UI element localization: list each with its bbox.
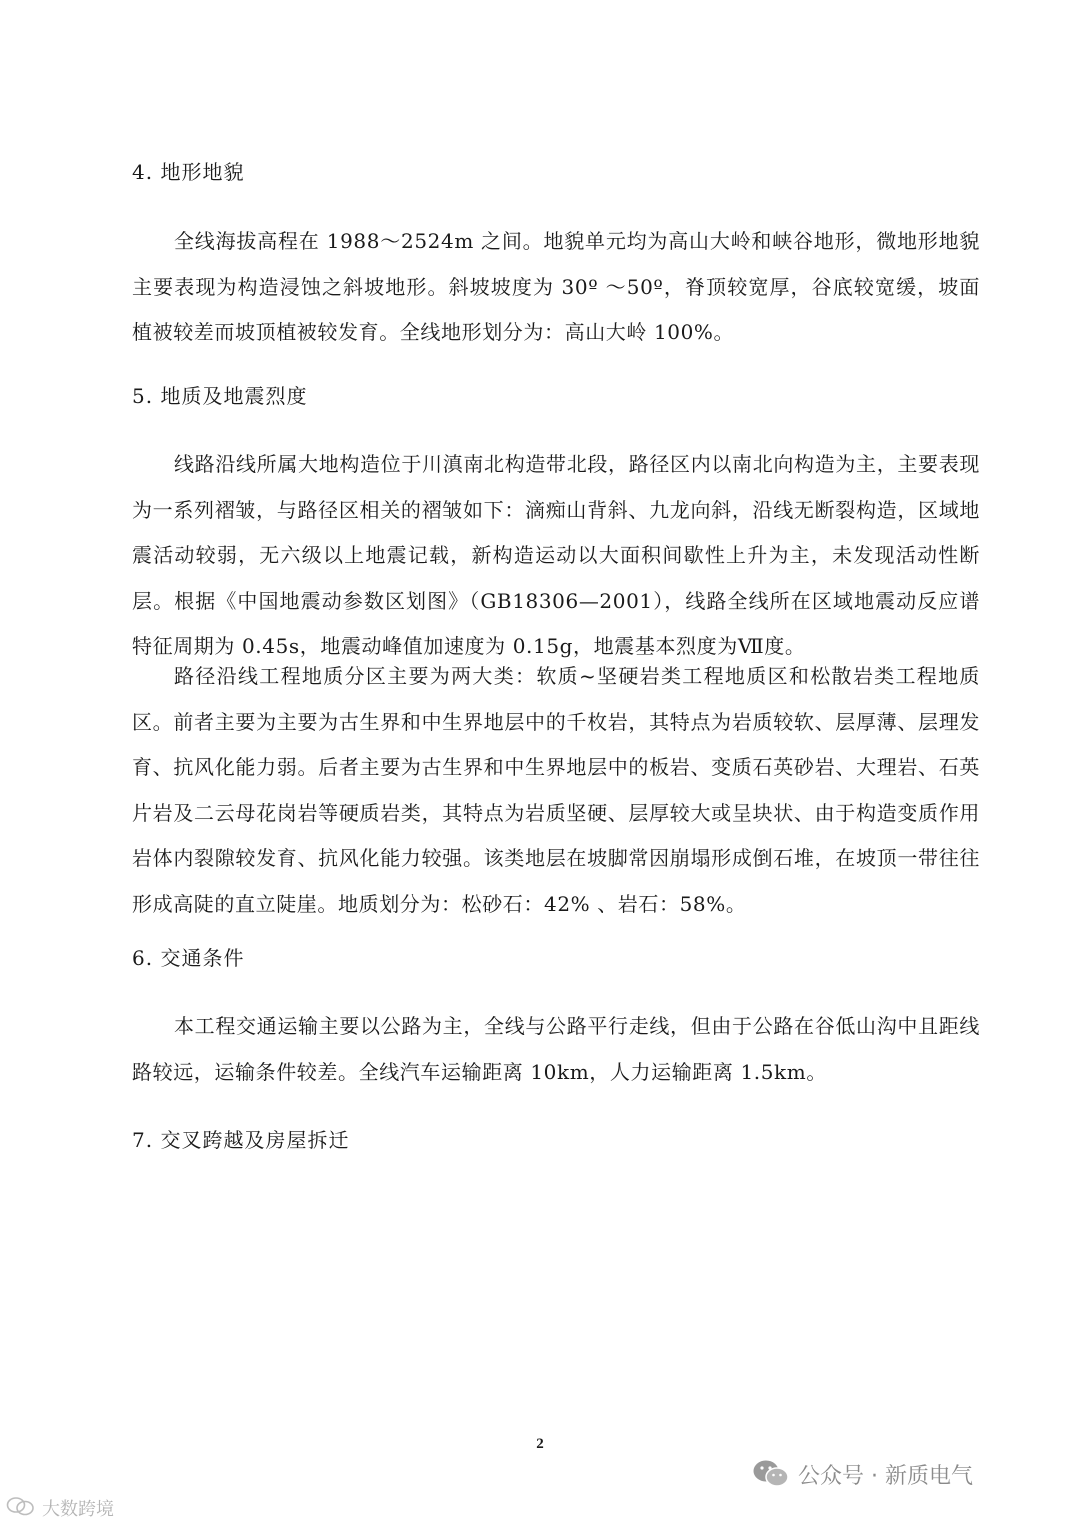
wechat-watermark-text: 公众号 · 新质电气 (798, 1463, 973, 1489)
section-5-paragraph-1: 线路沿线所属大地构造位于川滇南北构造带北段，路径区内以南北向构造为主，主要表现为一系列褶皱，与路径区相关的褶皱如下：滴痴山背斜、九龙向斜，沿线无断裂构造，区域地震活动较弱，无六级以上地震记载，新构造运动以大面积间歇性上升为主，未发现活动性断层。根据《中国地震动参数区划图》（GB18306—2001），线路全线所在区域地震动反应谱特征周期为 0.45s，地震动峰值加速度为 0.15g，地震基本烈度为Ⅶ度。 (132, 452, 980, 658)
section-4-paragraph-1: 全线海拔高程在 1988～2524m 之间。地貌单元均为高山大岭和峡谷地形，微地形地貌主要表现为构造浸蚀之斜坡地形。斜坡坡度为 30º ～50º，脊顶较宽厚，谷底较宽缓，坡面植被较差而坡顶植被较发育。全线地形划分为：高山大岭 100%。 (132, 229, 980, 344)
wechat-watermark (752, 1454, 973, 1494)
wechat-icon (752, 1458, 790, 1490)
section-5-paragraph-2: 路径沿线工程地质分区主要为两大类：软质~坚硬岩类工程地质区和松散岩类工程地质区。前者主要为主要为古生界和中生界地层中的千枚岩，其特点为岩质较软、层厚薄、层理发育、抗风化能力弱。后者主要为古生界和中生界地层中的板岩、变质石英砂岩、大理岩、石英片岩及二云母花岗岩等硬质岩类，其特点为岩质坚硬、层厚较大或呈块状、由于构造变质作用岩体内裂隙较发育、抗风化能力较强。该类地层在坡脚常因崩塌形成倒石堆，在坡顶一带往往形成高陡的直立陡崖。地质划分为：松砂石：42% 、岩石：58%。 (132, 664, 980, 916)
page-number: 2 (536, 1436, 544, 1452)
site-watermark-text: 大数跨境 (42, 1499, 114, 1520)
wechat-logo-icon (6, 1495, 36, 1522)
section-7-heading: 7. 交叉跨越及房屋拆迁 (132, 1128, 350, 1152)
section-6-paragraph-1: 本工程交通运输主要以公路为主，全线与公路平行走线，但由于公路在谷低山沟中且距线路较远，运输条件较差。全线汽车运输距离 10km，人力运输距离 1.5km。 (132, 1014, 980, 1084)
section-5-heading: 5. 地质及地震烈度 (132, 384, 308, 408)
site-watermark (6, 1492, 114, 1524)
section-6-heading: 6. 交通条件 (132, 946, 245, 970)
section-4-heading: 4. 地形地貌 (132, 160, 245, 184)
